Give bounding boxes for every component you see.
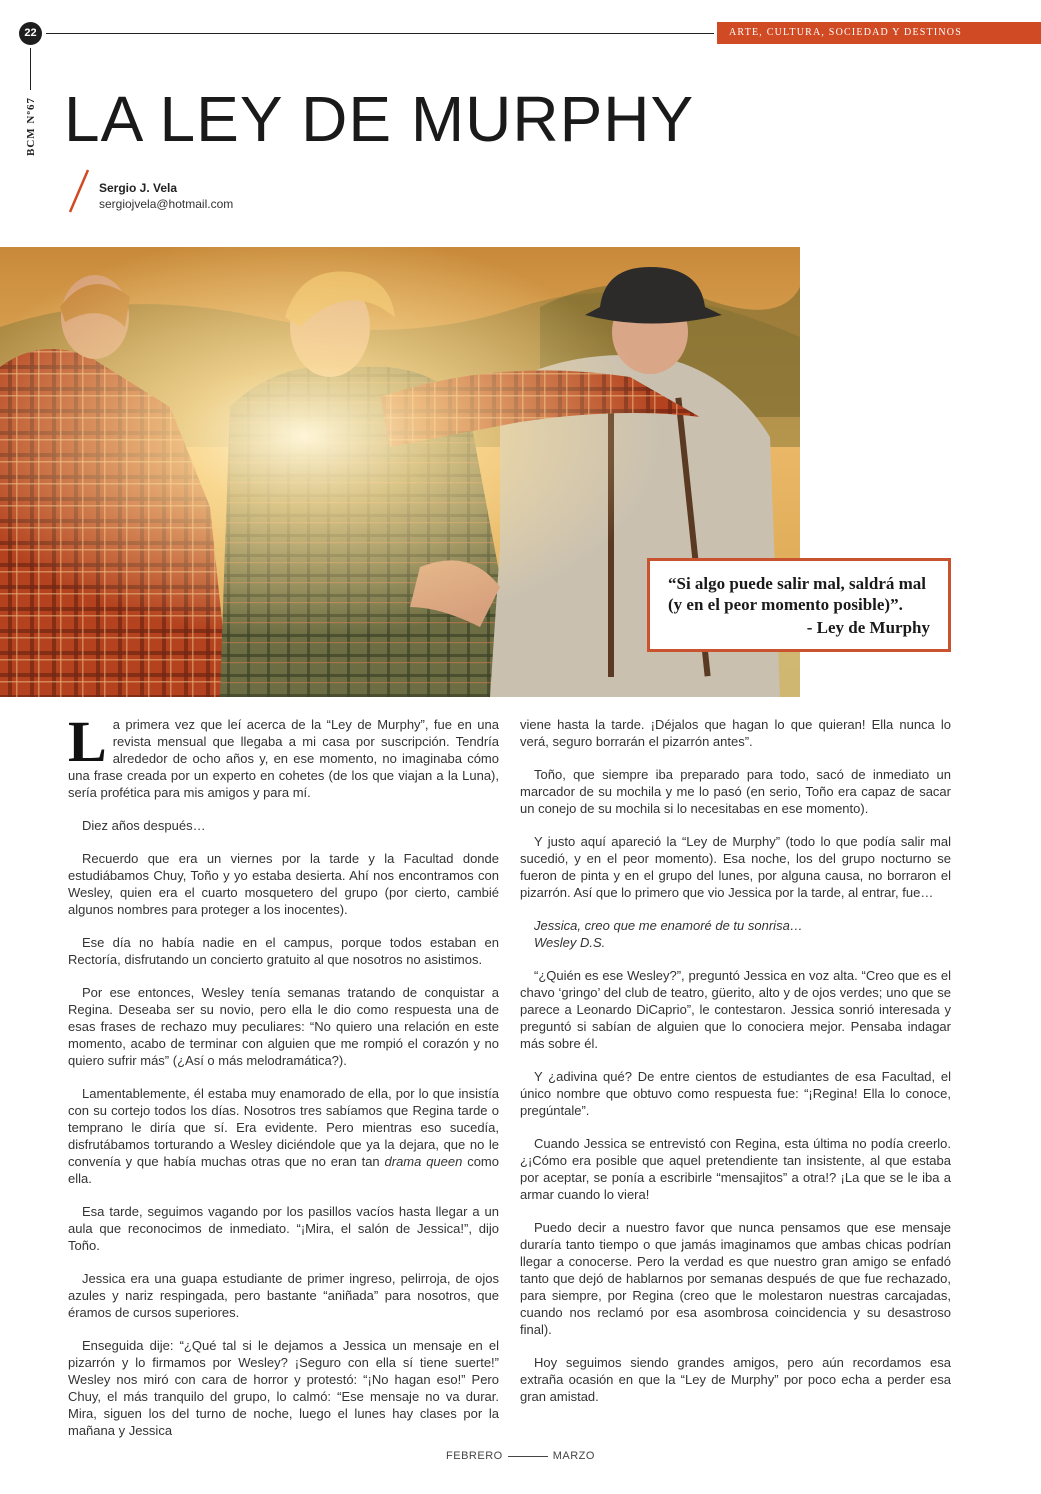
- side-rule: [30, 48, 31, 90]
- paragraph: Y ¿adivina qué? De entre cientos de estudiantes de esa Facultad, el único nombre que obtuvo como respuesta fue: “¡Regina! Ella lo conoce, pregúntale”.: [520, 1069, 951, 1118]
- paragraph: Puedo decir a nuestro favor que nunca pensamos que ese mensaje duraría tanto tiempo o que jamás imaginamos que ambas chicas podrían llegar a conocerse. Pero la verdad es que nuestro gran amigo se enfadó tanto que dejó de hablarnos por semanas después de que fue rechazado, para siempre, por Regina (creo que le molestaron nuestras carcajadas, cuando nos reclamó por esa asombrosa coincidencia y su desastroso final).: [520, 1220, 951, 1337]
- paragraph: Diez años después…: [82, 818, 206, 833]
- paragraph: Esa tarde, seguimos vagando por los pasillos vacíos hasta llegar a un aula que reconocimos de inmediato. “¡Mira, el salón de Jessica!”, dijo Toño.: [68, 1204, 499, 1253]
- message-line: Jessica, creo que me enamoré de tu sonrisa…: [534, 918, 803, 933]
- author-slash-icon: [66, 168, 92, 214]
- footer-dash: [508, 1456, 548, 1457]
- paragraph: Lamentablemente, él estaba muy enamorado de ella, por lo que insistía con su cortejo todos los días. Nosotros tres sabíamos que Regina tarde o temprano le diría que sí. Era evidente. Pero mientras eso sucedía, disfrutábamos torturando a Wesley diciéndole que ya la dejara, que no le convenía y que había muchas otras que no eran tan drama queen como ella.: [68, 1086, 499, 1186]
- paragraph: Por ese entonces, Wesley tenía semanas tratando de conquistar a Regina. Deseaba ser su novio, pero ella le dio como respuesta una de esas frases de rechazo muy peculiares: “No quiero una relación en este momento, acabo de terminar con alguien que me rompió el corazón y no quiero sufrir más” (¿Así o más melodramática?).: [68, 985, 499, 1068]
- author-block: [99, 180, 233, 212]
- article-title: LA LEY DE MURPHY: [64, 83, 695, 155]
- author-name: Sergio J. Vela: [99, 181, 178, 195]
- section-tag: ARTE, CULTURA, SOCIEDAD Y DESTINOS: [717, 22, 1041, 44]
- paragraph: Jessica era una guapa estudiante de primer ingreso, pelirroja, de ojos azules y nariz respingada, pero bastante “aniñada” para nosotros, que éramos de cursos superiores.: [68, 1271, 499, 1320]
- paragraph: viene hasta la tarde. ¡Déjalos que hagan lo que quieran! Ella nunca lo verá, seguro borrarán el pizarrón antes”.: [520, 717, 951, 749]
- author-email: sergiojvela@hotmail.com: [99, 197, 234, 211]
- paragraph: Ese día no había nadie en el campus, porque todos estaban en Rectoría, disfrutando un concierto gratuito al que nosotros no asistimos.: [68, 935, 499, 967]
- footer-month-start: FEBRERO: [446, 1450, 503, 1462]
- page-number: 22: [19, 22, 42, 45]
- body-column-right: [520, 716, 951, 1405]
- paragraph: Hoy seguimos siendo grandes amigos, pero aún recordamos esa extraña ocasión en que la “Ley de Murphy” por poco echa a perder esa gran amistad.: [520, 1355, 951, 1404]
- paragraph: Cuando Jessica se entrevistó con Regina, esta última no podía creerlo. ¿¡Cómo era posible que aquel pretendiente tan insistente, al que estaba por aceptar, se ponía a escribirle “mensajitos” a otra!? ¡La que se le iba a armar cuando lo viera!: [520, 1136, 951, 1202]
- body-column-left: [68, 709, 499, 1439]
- paragraph: La primera vez que leí acerca de la “Ley de Murphy”, fue en una revista mensual que llegaba a mi casa por suscripción. Tendría alrededor de ocho años y, en ese momento, no imaginaba cómo una frase creada por un experto en cohetes (de los que viajan a la Luna), sería profética para mis amigos y para mí.: [68, 709, 499, 800]
- pull-quote-text: “Si algo puede salir mal, saldrá mal (y en el peor momento posible)”.: [668, 574, 927, 614]
- italic-phrase: drama queen: [384, 1154, 463, 1169]
- pull-quote-attribution: - Ley de Murphy: [806, 618, 930, 637]
- paragraph: “¿Quién es ese Wesley?”, preguntó Jessica en voz alta. “Creo que es el chavo ‘gringo’ del club de teatro, güerito, alto y de ojos verdes; uno que se parece a Leonardo DiCaprio”, le contestaron. Jessica sonrió interesada y preguntó si sabían de alguien que lo conociera mejor. Pensaba indagar más sobre él.: [520, 968, 951, 1051]
- header-rule: [46, 33, 714, 34]
- footer-month-end: MARZO: [552, 1450, 595, 1462]
- paragraph: Recuerdo que era un viernes por la tarde y la Facultad donde estudiábamos Chuy, Toño y yo estaba desierta. Ahí nos encontramos con Wesley, quien era el cuarto mosquetero del grupo (por cierto, cambié algunos nombres para proteger a los inocentes).: [68, 851, 499, 917]
- pull-quote: [647, 558, 951, 652]
- paragraph: Y justo aquí apareció la “Ley de Murphy” (todo lo que podía salir mal sucedió, y en el peor momento). Esa noche, los del grupo nocturno se fueron de pinta y en el grupo del lunes, por alguna causa, no borraron el pizarrón. Así que lo primero que vio Jessica por la tarde, al entrar, fue…: [520, 834, 951, 900]
- drop-cap: L: [68, 709, 107, 774]
- paragraph: Enseguida dije: “¿Qué tal si le dejamos a Jessica un mensaje en el pizarrón y lo firmamos por Wesley? ¡Seguro con ella sí tiene suerte!” Wesley nos miró con cara de horror y protestó: “¡No hagan eso!” Pero Chuy, el más tranquilo del grupo, lo calmó: “Ese mensaje no va durar. Mira, siguen los del turno de noche, luego el lunes hay clases por la mañana y Jessica: [68, 1338, 499, 1438]
- issue-label: BCM Nº67: [25, 97, 37, 156]
- footer: [0, 1450, 1041, 1462]
- paragraph: Toño, que siempre iba preparado para todo, sacó de inmediato un marcador de su mochila y me lo pasó (en serio, Toño era capaz de sacar un conejo de su mochila si lo necesitabas en ese momento).: [520, 767, 951, 816]
- message-signature: Wesley D.S.: [534, 935, 606, 950]
